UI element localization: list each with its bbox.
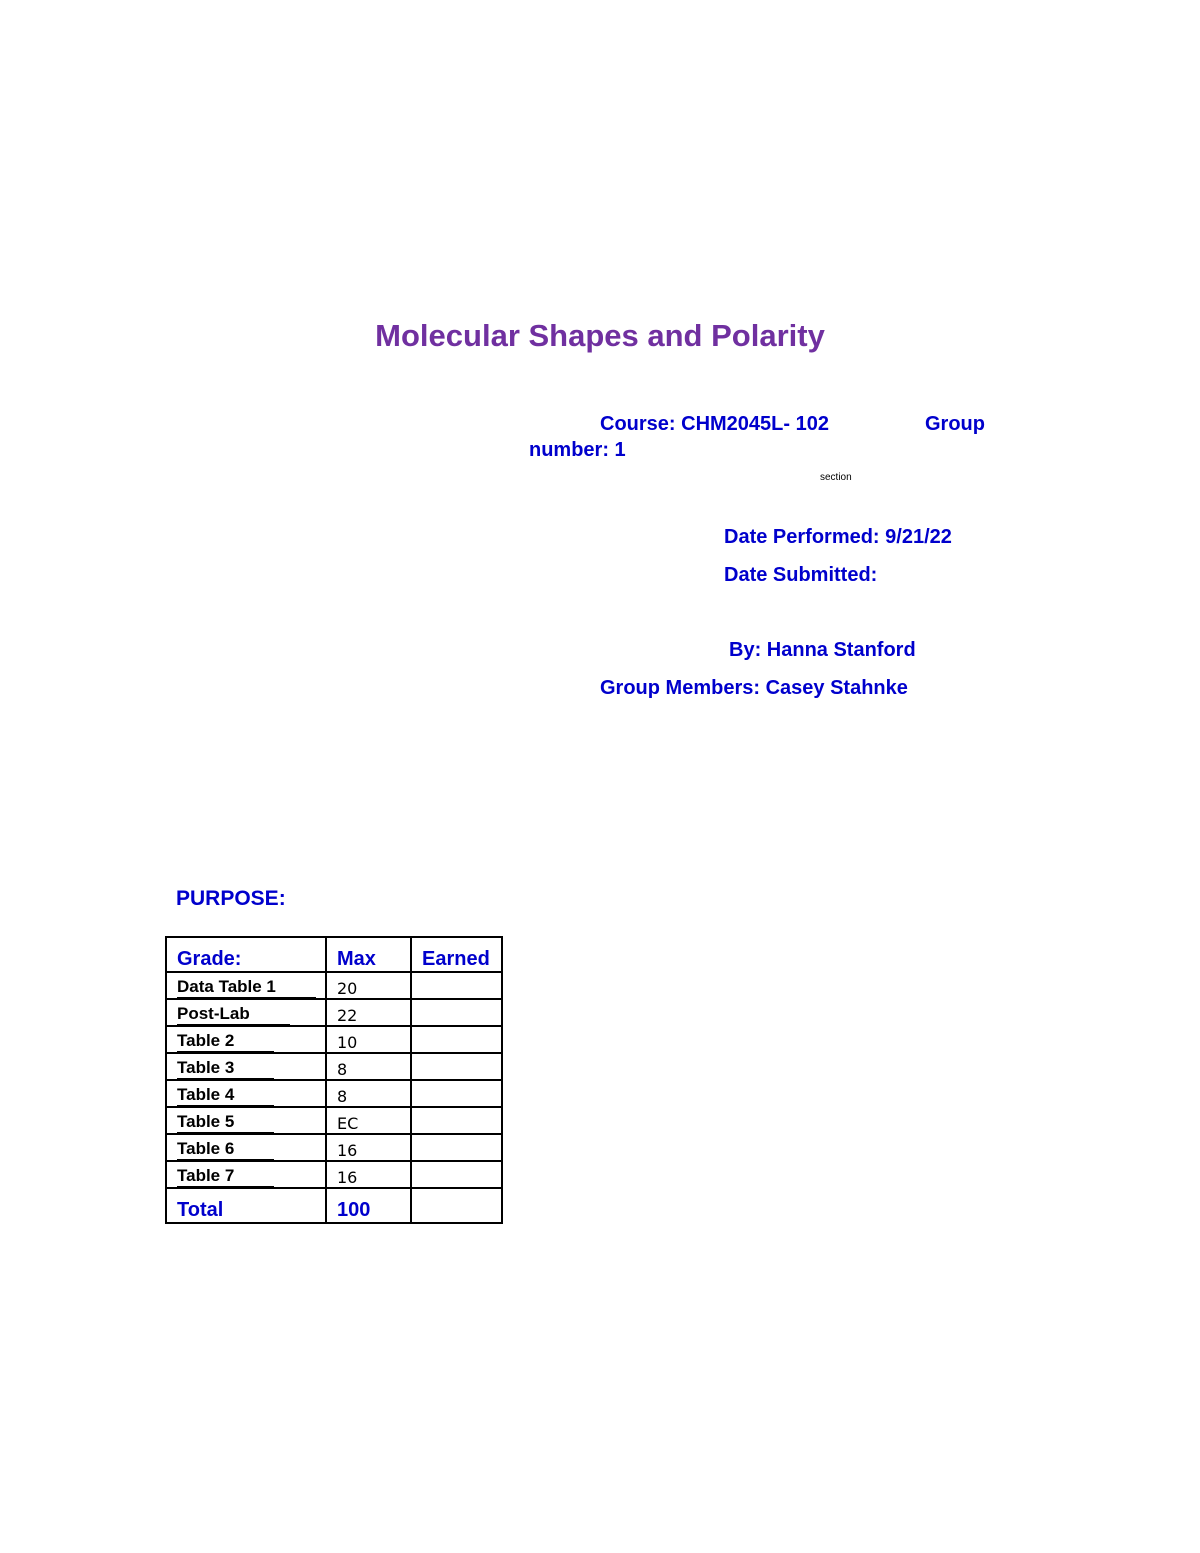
row-item: Table 5 <box>177 1112 274 1133</box>
purpose-heading: PURPOSE: <box>176 887 286 910</box>
date-submitted: Date Submitted: <box>724 564 878 586</box>
grade-table-header <box>166 937 502 972</box>
row-earned[interactable] <box>411 1161 502 1188</box>
row-earned[interactable] <box>411 1107 502 1134</box>
grade-table-total <box>166 1188 502 1223</box>
date-performed: Date Performed: 9/21/22 <box>724 526 952 548</box>
row-item: Data Table 1 <box>177 977 316 998</box>
total-label: Total <box>166 1188 326 1223</box>
row-max: 16 <box>326 1161 411 1188</box>
document-title: Molecular Shapes and Polarity <box>375 318 825 353</box>
row-earned[interactable] <box>411 999 502 1026</box>
total-earned[interactable] <box>411 1188 502 1223</box>
group-number: number: 1 <box>529 439 626 461</box>
row-item: Post-Lab <box>177 1004 290 1025</box>
header-max: Max <box>326 937 411 972</box>
row-item: Table 7 <box>177 1166 274 1187</box>
row-earned[interactable] <box>411 1134 502 1161</box>
row-max: 22 <box>326 999 411 1026</box>
row-item: Table 4 <box>177 1085 274 1106</box>
grade-table <box>165 936 503 1224</box>
header-earned: Earned <box>411 937 502 972</box>
row-earned[interactable] <box>411 1026 502 1053</box>
table-row <box>166 999 502 1026</box>
author: By: Hanna Stanford <box>729 639 916 661</box>
row-earned[interactable] <box>411 1053 502 1080</box>
section-note: section <box>820 472 852 483</box>
group-label: Group <box>925 413 985 435</box>
course-label: Course: CHM2045L- 102 <box>600 413 829 435</box>
table-row <box>166 1134 502 1161</box>
table-row <box>166 1161 502 1188</box>
row-max: EC <box>326 1107 411 1134</box>
row-max: 8 <box>326 1053 411 1080</box>
row-earned[interactable] <box>411 972 502 999</box>
row-item: Table 3 <box>177 1058 274 1079</box>
row-max: 8 <box>326 1080 411 1107</box>
table-row <box>166 1080 502 1107</box>
group-members: Group Members: Casey Stahnke <box>600 677 908 699</box>
row-item: Table 2 <box>177 1031 274 1052</box>
row-earned[interactable] <box>411 1080 502 1107</box>
row-max: 16 <box>326 1134 411 1161</box>
table-row <box>166 1053 502 1080</box>
row-max: 10 <box>326 1026 411 1053</box>
total-max: 100 <box>326 1188 411 1223</box>
row-max: 20 <box>326 972 411 999</box>
header-grade: Grade: <box>166 937 326 972</box>
table-row <box>166 972 502 999</box>
table-row <box>166 1026 502 1053</box>
row-item: Table 6 <box>177 1139 274 1160</box>
table-row <box>166 1107 502 1134</box>
